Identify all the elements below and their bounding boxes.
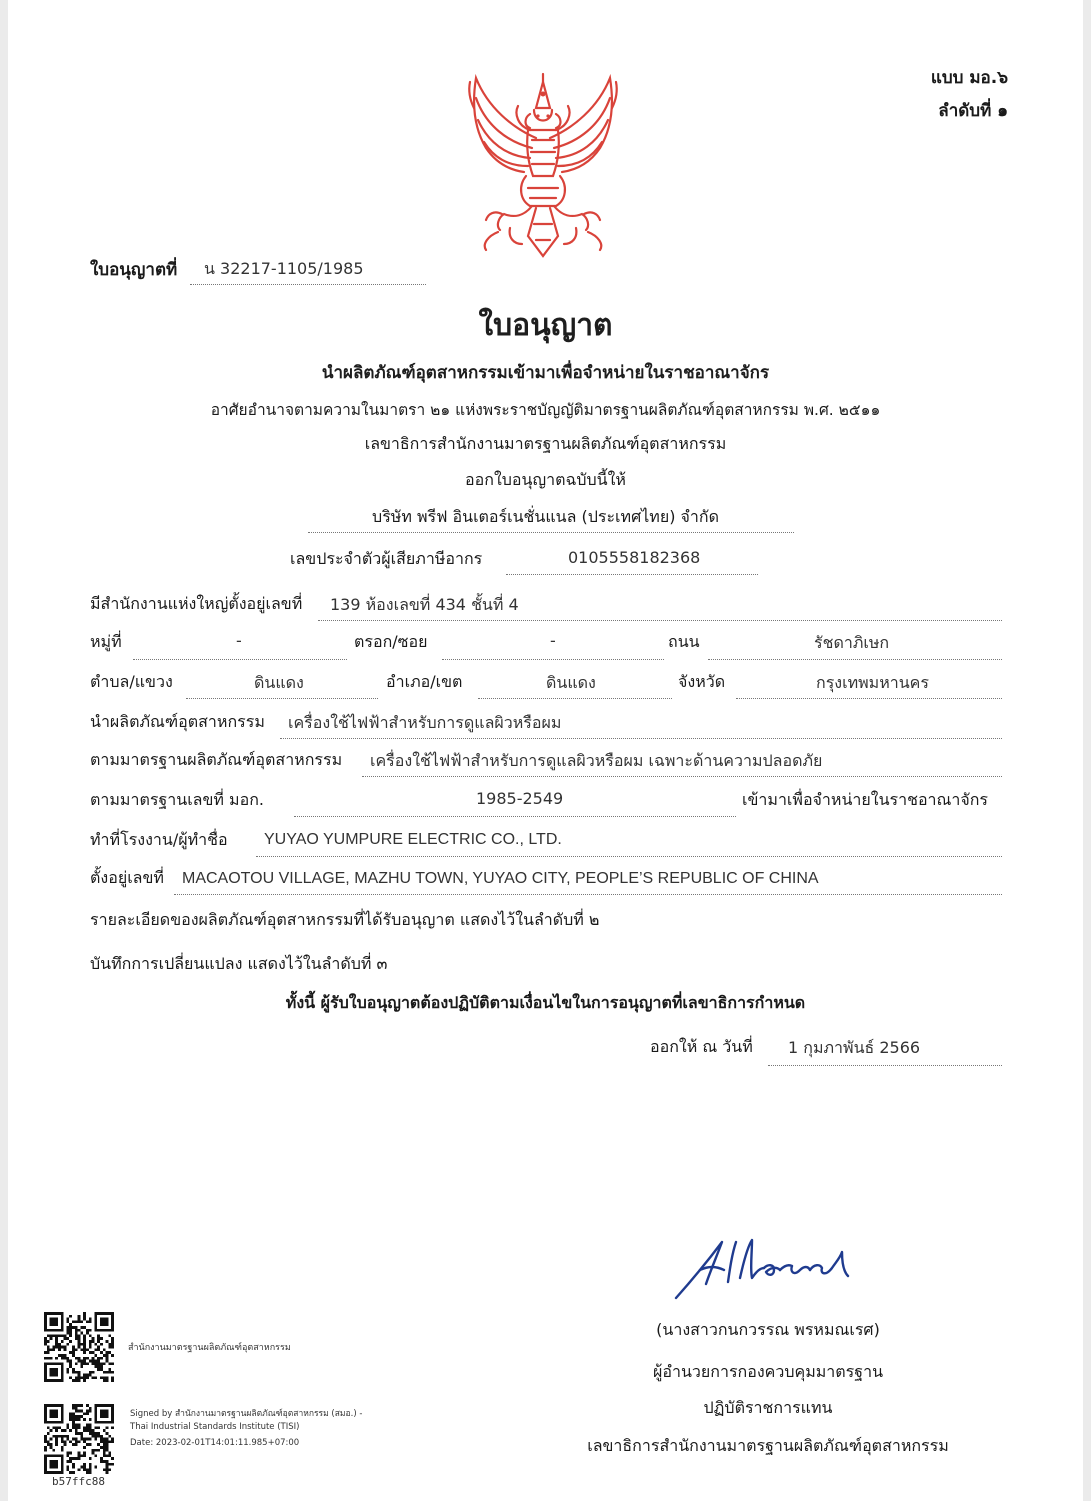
tax-id-label: เลขประจำตัวผู้เสียภาษีอากร (290, 549, 483, 568)
form-code: แบบ มอ.๖ (930, 68, 1008, 88)
handwritten-signature (670, 1232, 860, 1304)
verification-code: b57ffc88 (52, 1475, 105, 1488)
license-number-value: น 32217-1105/1985 (204, 259, 364, 278)
document-title: ใบอนุญาต (478, 308, 613, 343)
condition-text: ทั้งนี้ ผู้รับใบอนุญาตต้องปฏิบัติตามเงื่อนไขในการอนุญาตที่เลขาธิการกำหนด (285, 993, 806, 1012)
tax-id-value: 0105558182368 (568, 548, 701, 567)
order-number: ลำดับที่ ๑ (938, 101, 1008, 121)
dotted-line (190, 284, 426, 285)
moo-label: หมู่ที่ (90, 632, 122, 651)
import-for-sale-text: เข้ามาเพื่อจำหน่ายในราชอาณาจักร (742, 790, 989, 809)
product-label: นำผลิตภัณฑ์อุตสาหกรรม (90, 712, 265, 731)
dotted-line (280, 738, 1002, 739)
standard-value: เครื่องใช้ไฟฟ้าสำหรับการดูแลผิวหรือผม เฉพาะด้านความปลอดภัย (370, 751, 823, 770)
subdistrict-value: ดินแดง (254, 673, 304, 692)
province-label: จังหวัด (678, 672, 726, 691)
district-value: ดินแดง (546, 673, 596, 692)
product-value: เครื่องใช้ไฟฟ้าสำหรับการดูแลผิวหรือผม (288, 713, 562, 732)
dotted-line (294, 816, 736, 817)
dotted-line (133, 659, 347, 660)
dotted-line (478, 698, 672, 699)
province-value: กรุงเทพมหานคร (816, 673, 929, 692)
qr-code-signature (44, 1404, 114, 1474)
soi-label: ตรอก/ซอย (354, 632, 428, 651)
subdistrict-label: ตำบล/แขวง (90, 672, 173, 691)
dotted-line (362, 776, 1002, 777)
standard-number-value: 1985-2549 (476, 789, 564, 808)
dotted-line (186, 698, 378, 699)
signed-date: Date: 2023-02-01T14:01:11.985+07:00 (130, 1438, 300, 1448)
dotted-line (708, 659, 1002, 660)
factory-value: YUYAO YUMPURE ELECTRIC CO., LTD. (264, 831, 562, 848)
license-page (8, 0, 1083, 1501)
acting-on-behalf: ปฏิบัติราชการแทน (703, 1398, 833, 1417)
issue-line: ออกใบอนุญาตฉบับนี้ให้ (465, 470, 626, 489)
district-label: อำเภอ/เขต (386, 672, 463, 691)
change-note: บันทึกการเปลี่ยนแปลง แสดงไว้ในลำดับที่ ๓ (90, 954, 388, 973)
moo-value: - (236, 631, 242, 650)
license-number-label: ใบอนุญาตที่ (90, 260, 178, 280)
standard-number-label: ตามมาตรฐานเลขที่ มอก. (90, 790, 264, 809)
dotted-line (736, 698, 1002, 699)
secretary-line: เลขาธิการสำนักงานมาตรฐานผลิตภัณฑ์อุตสาหกรรม (364, 434, 727, 453)
signatory-name: (นางสาวกนกวรรณ พรหมณเรศ) (656, 1320, 880, 1339)
issue-date-value: 1 กุมภาพันธ์ 2566 (788, 1038, 921, 1057)
signed-by-org: Thai Industrial Standards Institute (TISI) (130, 1422, 300, 1432)
issue-date-label: ออกให้ ณ วันที่ (650, 1037, 753, 1056)
soi-value: - (550, 631, 556, 650)
garuda-emblem (458, 68, 628, 260)
dotted-line (174, 894, 1002, 895)
signed-by-text: Signed by สำนักงานมาตรฐานผลิตภัณฑ์อุตสาหกรรม (สมอ.) - (130, 1409, 363, 1419)
signatory-office: เลขาธิการสำนักงานมาตรฐานผลิตภัณฑ์อุตสาหกรรม (587, 1436, 949, 1455)
document-subtitle: นำผลิตภัณฑ์อุตสาหกรรมเข้ามาเพื่อจำหน่ายในราชอาณาจักร (321, 363, 770, 383)
standard-label: ตามมาตรฐานผลิตภัณฑ์อุตสาหกรรม (90, 750, 343, 769)
signatory-position: ผู้อำนวยการกองควบคุมมาตรฐาน (653, 1362, 883, 1381)
dotted-line (506, 574, 758, 575)
qr-code (44, 1312, 114, 1382)
detail-note: รายละเอียดของผลิตภัณฑ์อุตสาหกรรมที่ได้รับอนุญาต แสดงไว้ในลำดับที่ ๒ (90, 910, 600, 929)
dotted-line (318, 620, 1002, 621)
location-value: MACAOTOU VILLAGE, MAZHU TOWN, YUYAO CITY, PEOPLE’S REPUBLIC OF CHINA (182, 870, 819, 887)
factory-label: ทำที่โรงงาน/ผู้ทำชื่อ (90, 830, 228, 849)
location-label: ตั้งอยู่เลขที่ (90, 868, 164, 887)
road-value: รัชดาภิเษก (814, 633, 890, 652)
qr-caption: สำนักงานมาตรฐานผลิตภัณฑ์อุตสาหกรรม (128, 1343, 291, 1353)
company-name: บริษัท พรีฟ อินเตอร์เนชั่นแนล (ประเทศไทย) จำกัด (372, 507, 719, 526)
dotted-line (256, 856, 1002, 857)
hq-label: มีสำนักงานแห่งใหญ่ตั้งอยู่เลขที่ (90, 594, 303, 613)
dotted-line (308, 532, 794, 533)
authority-line: อาศัยอำนาจตามความในมาตรา ๒๑ แห่งพระราชบัญญัติมาตรฐานผลิตภัณฑ์อุตสาหกรรม พ.ศ. ๒๕๑๑ (210, 401, 881, 419)
road-label: ถนน (668, 632, 700, 651)
dotted-line (442, 659, 664, 660)
hq-value: 139 ห้องเลขที่ 434 ชั้นที่ 4 (330, 595, 519, 614)
dotted-line (768, 1065, 1002, 1066)
